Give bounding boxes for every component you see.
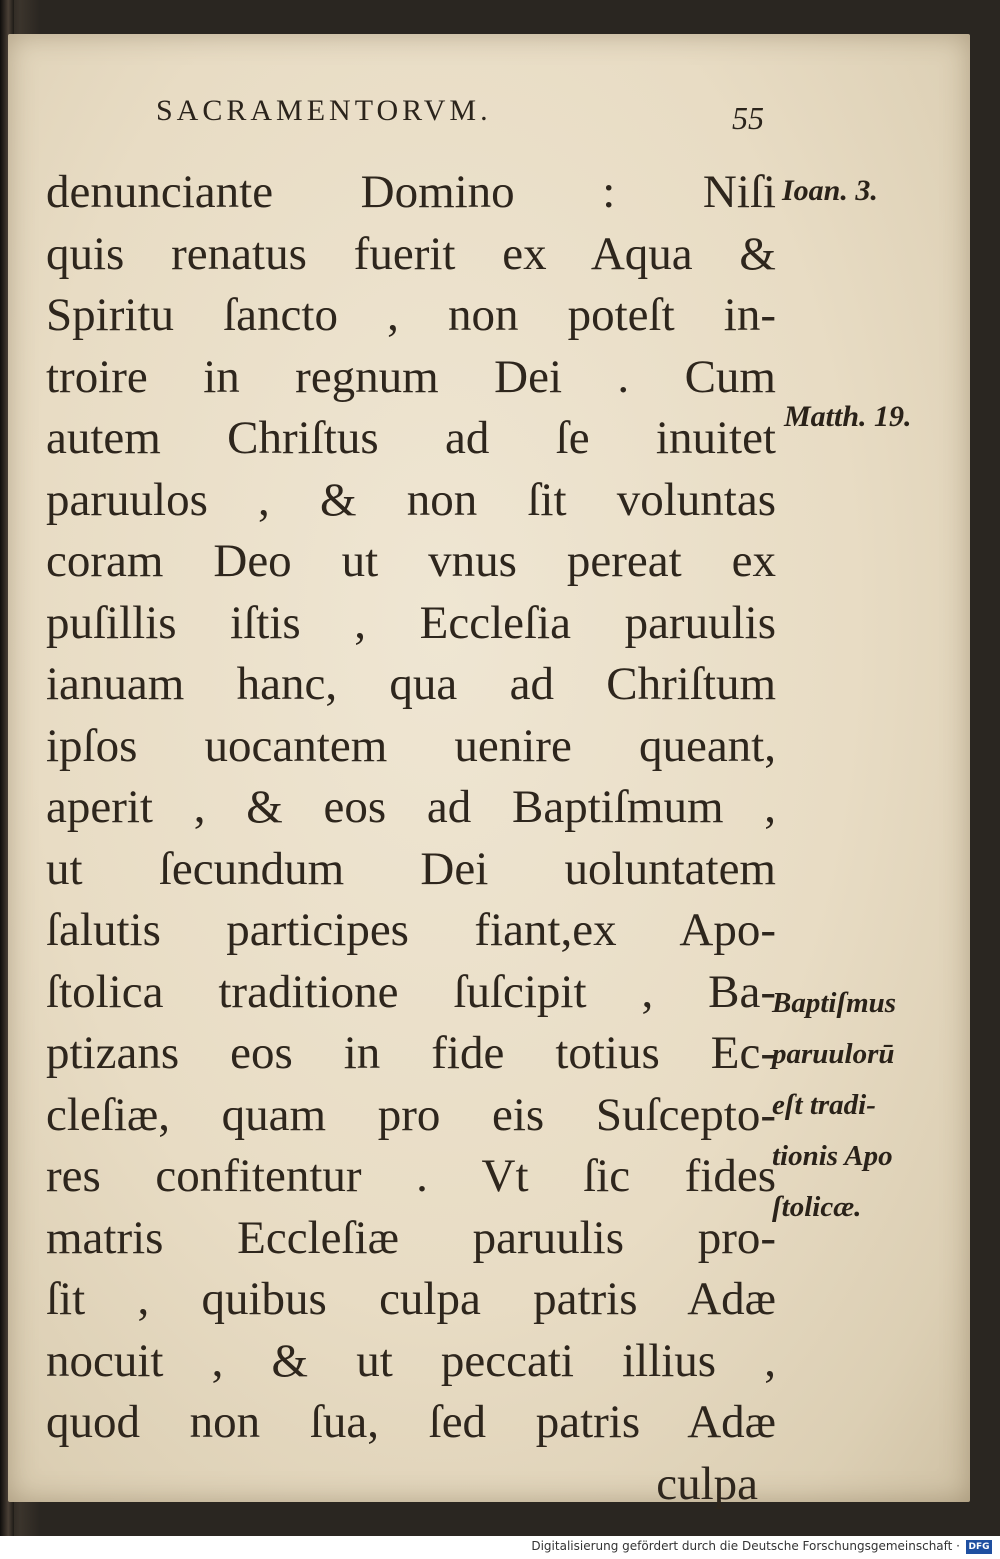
text-line: denunciante Domino : Niſi bbox=[46, 166, 776, 218]
marginal-note-matth: Matth. 19. bbox=[784, 400, 912, 433]
text-line: res confitentur . Vt ſic fides bbox=[46, 1150, 776, 1202]
running-head: SACRAMENTORVM. bbox=[156, 94, 492, 127]
text-line: matris Eccleſiæ paruulis pro‐ bbox=[46, 1211, 776, 1264]
text-line: ipſos uocantem uenire queant, bbox=[46, 719, 776, 772]
marginal-note-ioan: Ioan. 3. bbox=[782, 174, 878, 207]
dfg-logo: DFG bbox=[966, 1540, 992, 1554]
text-line: cleſiæ, quam pro eis Suſcepto- bbox=[46, 1088, 776, 1141]
marginal-note-line: paruulorū bbox=[772, 1038, 895, 1070]
marginal-note-line: eſt tradi- bbox=[772, 1089, 876, 1121]
catchword: culpa bbox=[656, 1457, 758, 1510]
text-line: quod non ſua, ſed patris Adæ bbox=[46, 1396, 776, 1448]
body-text bbox=[46, 162, 776, 1515]
text-line: ſit , quibus culpa patris Adæ bbox=[46, 1273, 776, 1325]
text-line: ſtolica traditione ſuſcipit , Ba‐ bbox=[46, 965, 776, 1018]
footer-credit: Digitalisierung gefördert durch die Deutsche Forschungsgemeinschaft · bbox=[531, 1539, 960, 1553]
text-line: aperit , & eos ad Baptiſmum , bbox=[46, 781, 776, 833]
text-line: coram Deo ut vnus pereat ex bbox=[46, 535, 776, 587]
marginal-note-baptismus bbox=[772, 978, 896, 1233]
digitization-footer bbox=[0, 1536, 1000, 1559]
text-line: ptizans eos in fide totius Ec- bbox=[46, 1027, 776, 1079]
text-line: quis renatus fuerit ex Aqua & bbox=[46, 227, 776, 280]
page-number: 55 bbox=[732, 100, 764, 136]
text-line: autem Chriſtus ad ſe inuitet bbox=[46, 412, 776, 464]
text-line: Spiritu ſancto , non poteſt in‐ bbox=[46, 289, 776, 341]
text-line: puſillis iſtis , Eccleſia paruulis bbox=[46, 596, 776, 649]
text-line: ianuam hanc, qua ad Chriſtum bbox=[46, 658, 776, 710]
marginal-note-line: tionis Apo bbox=[772, 1140, 893, 1172]
text-line: troire in regnum Dei . Cum bbox=[46, 350, 776, 403]
book-page bbox=[8, 34, 970, 1510]
marginal-note-line: Baptiſmus bbox=[772, 987, 897, 1019]
text-line: ut ſecundum Dei uoluntatem bbox=[46, 842, 776, 895]
text-line: paruulos , & non ſit voluntas bbox=[46, 473, 776, 526]
text-line: ſalutis participes fiant,ex Apo- bbox=[46, 904, 776, 956]
text-line: nocuit , & ut peccati illius , bbox=[46, 1334, 776, 1387]
marginal-note-line: ſtolicæ. bbox=[772, 1191, 862, 1223]
